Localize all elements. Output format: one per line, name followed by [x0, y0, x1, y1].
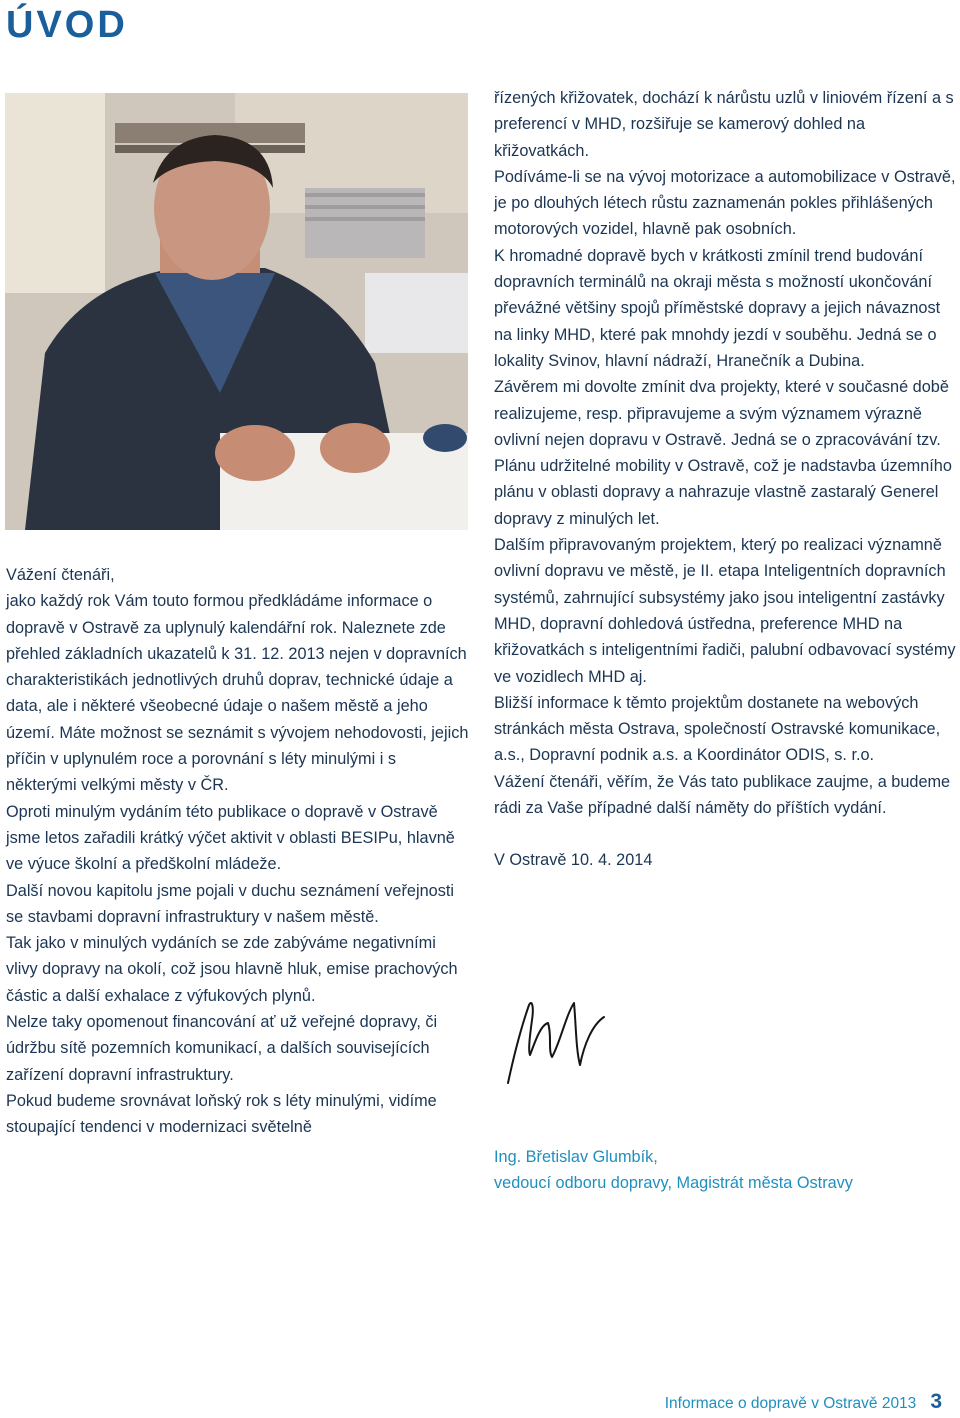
page-number: 3 [930, 1390, 942, 1413]
paragraph: Vážení čtenáři, věřím, že Vás tato publikace zaujme, a budeme rádi za Vaše případné další náměty do příštích vydání. [494, 772, 951, 818]
paragraph: Nelze taky opomenout financování ať už veřejné dopravy, či údržbu sítě pozemních komunikací, a dalších souvisejících zařízení dopravní infrastruktury. [6, 1013, 438, 1084]
portrait-photo [5, 93, 468, 530]
page-footer [665, 1390, 942, 1414]
signatory-position: vedoucí odboru dopravy, Magistrát města Ostravy [494, 1174, 853, 1193]
paragraph: jako každý rok Vám touto formou předkládáme informace o dopravě v Ostravě za uplynulý kalendářní rok. Naleznete zde přehled základních ukazatelů k 31. 12. 2013 nejen v dopravních charakteristikách jednotlivých druhů doprav, technické údaje a data, ale i některé všeobecné údaje o našem městě a jeho území. Máte možnost se seznámit s vývojem nehodovosti, jejich příčin v uplynulém roce a porovnání s léty minulými i s některými velkými městy v ČR. [6, 592, 469, 795]
portrait-illustration [5, 93, 468, 530]
paragraph: Podíváme-li se na vývoj motorizace a automobilizace v Ostravě, je po dlouhých létech růstu zaznamenán pokles přihlášených motorových vozidel, hlavně pak osobních. [494, 167, 956, 239]
greeting: Vážení čtenáři, [6, 566, 115, 584]
paragraph: Tak jako v minulých vydáních se zde zabýváme negativními vlivy dopravy na okolí, což jsou hlavně hluk, emise prachových částic a další exhalace z výfukových plynů. [6, 934, 458, 1005]
paragraph: řízených křižovatek, dochází k nárůstu uzlů v liniovém řízení a s preferencí v MHD, rozšiřuje se kamerový dohled na křižovatkách. [494, 89, 954, 160]
paragraph: K hromadné dopravě bych v krátkosti zmínil trend budování dopravních terminálů na okraji města s možností ukončování převážné většiny spojů příměstské dopravy a jejich návaznost na linky MHD, které pak mnohdy jezdí v souběhu. Jedná se o lokality Svinov, hlavní nádraží, Hranečník a Dubina. [494, 246, 941, 370]
paragraph: Závěrem mi dovolte zmínit dva projekty, které v současné době realizujeme, resp. připravujeme a svým významem výrazně ovlivní nejen dopravu v Ostravě. Jedná se o zpracovávání tzv. Plánu udržitelné mobility v Ostravě, což je nadstavba územního plánu v oblasti dopravy a nahrazuje vlastně zastaralý Generel dopravy z minulých let. [494, 378, 952, 528]
paragraph: Další novou kapitolu jsme pojali v duchu seznámení veřejnosti se stavbami dopravní infrastruktury v našem městě. [6, 881, 454, 926]
intro-left-column [6, 562, 470, 1141]
footer-publication-title: Informace o dopravě v Ostravě 2013 [664, 1395, 917, 1412]
signature-block [494, 1144, 954, 1197]
handwritten-signature [504, 995, 624, 1085]
paragraph: Pokud budeme srovnávat loňský rok s léty minulými, vidíme stoupající tendenci v modernizaci světelně [6, 1091, 437, 1137]
paragraph: Dalším připravovaným projektem, který po realizaci významně ovlivní dopravu ve městě, je II. etapa Inteligentních dopravních systémů, zahrnující subsystémy jako jsou inteligentní zastávky MHD, dopravní dohledová ústředna, preference MHD na křižovatkách s inteligentními řadiči, palubní odbavovací systémy ve vozidlech MHD aj. [494, 536, 956, 686]
intro-right-column [494, 85, 956, 874]
paragraph: Bližší informace k těmto projektům dostanete na webových stránkách města Ostrava, společností Ostravské komunikace, a.s., Dopravní podnik a.s. a Koordinátor ODIS, s. r.o. [494, 693, 941, 765]
page-title: ÚVOD [6, 4, 128, 46]
paragraph: Oproti minulým vydáním této publikace o dopravě v Ostravě jsme letos zařadili krátký výčet aktivit v oblasti BESIPu, hlavně ve výuce školní a předškolní mládeže. [6, 802, 455, 874]
signatory-name: Ing. Břetislav Glumbík, [494, 1148, 658, 1166]
date-line: V Ostravě 10. 4. 2014 [494, 851, 653, 870]
